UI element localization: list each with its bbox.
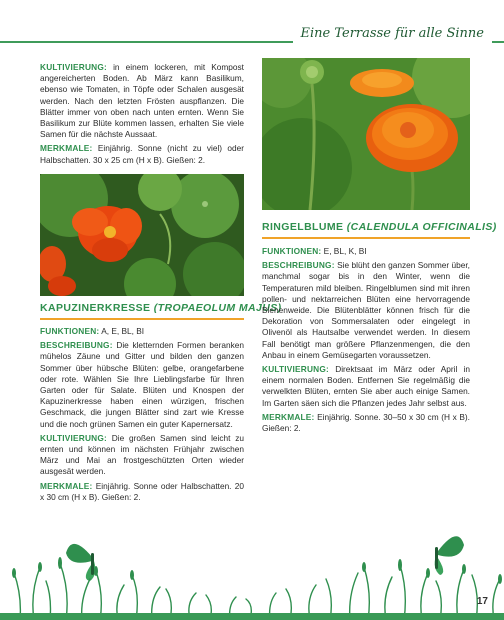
calendula-kultivierung: [262, 364, 470, 409]
nasturtium-kultivierung-label: KULTIVIERUNG:: [40, 432, 107, 443]
calendula-beschreibung-label: BESCHREIBUNG:: [262, 260, 335, 271]
basil-kultivierung-text: in einem lockeren, mit Kompost angereicherten Boden. Ab März kann Basilikum, ebenso wie Tomaten, in Töpfe oder Schalen ausgesät werden. Nach den letzten Frösten auspflanzen. Die Blätter immer von oben nach unten ernten. Wenn Sie Basilikum zur Blüte kommen lassen, erhalten Sie viele Samen für die nächste Aussaat.: [40, 62, 244, 140]
nasturtium-merkmale: [40, 481, 244, 503]
calendula-merkmale-label: MERKMALE:: [262, 411, 315, 422]
calendula-kultivierung-text: Direktsaat im März oder April in einem normalen Boden. Entfernen Sie regelmäßig die verwelkten Blüten, ernten Sie aber auch einige Samen. Im Garten säen sich die Pflanzen jedes Jahr selbst aus.: [262, 364, 470, 408]
calendula-funktionen-text: E, BL, K, BI: [321, 246, 367, 256]
calendula-merkmale: [262, 412, 470, 434]
nasturtium-beschreibung: [40, 340, 244, 430]
nasturtium-merkmale-label: MERKMALE:: [40, 480, 93, 491]
calendula-title-latin: (CALENDULA OFFICINALIS): [346, 221, 497, 233]
page-number: 17: [476, 596, 488, 607]
header-title: Eine Terrasse für alle Sinne: [293, 24, 492, 44]
nasturtium-funktionen: [40, 326, 244, 337]
nasturtium-section: [40, 326, 244, 506]
nasturtium-photo: [40, 174, 244, 296]
nasturtium-title-common: KAPUZINERKRESSE: [40, 302, 154, 314]
nasturtium-title-latin: (TROPAEOLUM MAJUS): [153, 302, 282, 314]
basil-kultivierung-label: KULTIVIERUNG:: [40, 62, 107, 72]
basil-kultivierung: [40, 62, 244, 140]
grass-illustration: [0, 515, 504, 620]
nasturtium-funktionen-label: FUNKTIONEN:: [40, 326, 100, 336]
basil-merkmale: [40, 143, 244, 165]
nasturtium-title-rule: [40, 318, 244, 320]
calendula-beschreibung: [262, 260, 470, 361]
nasturtium-beschreibung-label: BESCHREIBUNG:: [40, 340, 113, 351]
nasturtium-title: [40, 301, 282, 315]
butterfly-right-icon: [435, 536, 464, 575]
calendula-title-common: RINGELBLUME: [262, 221, 347, 233]
calendula-merkmale-text: Einjährig. Sonne. 30–50 x 30 cm (H x B). Gießen: 2.: [262, 411, 470, 434]
basil-merkmale-label: MERKMALE:: [40, 143, 93, 154]
calendula-kultivierung-label: KULTIVIERUNG:: [262, 364, 329, 375]
calendula-photo: [262, 58, 470, 210]
basil-section: [40, 62, 244, 169]
nasturtium-merkmale-text: Einjährig. Sonne oder Halbschatten. 20 x 30 cm (H x B). Gießen: 2.: [40, 480, 244, 502]
running-header: [0, 24, 504, 46]
nasturtium-kultivierung: [40, 433, 244, 478]
calendula-title: [262, 220, 497, 234]
nasturtium-beschreibung-text: Die kletternden Formen beranken mühelos Zäune und Gitter und bilden den ganzen Sommer über hübsche Blüten: gelbe, orangefarbene oder rote. Wählen Sie Ihre Lieblingsfarbe für Ihren Garten oder für Salate. Blüten und Knospen der Kapuzinerkresse haben einen würzigen, frischen Geschmack, die jungen Blätter sind zart wie Kresse und die noch grünen Samen ein guter Kapernersatz.: [40, 340, 244, 429]
nasturtium-kultivierung-text: Die großen Samen sind leicht zu ernten und können im nächsten Frühjahr zwischen März und Mai an frostgeschützten Orten wieder ausgesät werden.: [40, 432, 244, 477]
calendula-beschreibung-text: Sie blüht den ganzen Sommer über, manchmal sogar bis in den Winter, wenn die Temperaturen mild bleiben. Ringelblumen sind mit ihren pollen- und nektarreichen Blüten eine hervorragende Bienenweide. Die Blütenblätter können frisch für die Dekoration von Sommersalaten oder eingelegt in Olivenöl als Hautsalbe verwendet werden. In diesem Fall benötigt man größere Pflanzenmengen, die den Anbau in einem Gemüsegarten voraussetzen.: [262, 260, 470, 360]
basil-merkmale-text: Einjährig. Sonne (nicht zu viel) oder Halbschatten. 30 x 25 cm (H x B). Gießen: 2.: [40, 143, 244, 165]
butterfly-left-icon: [66, 544, 95, 581]
calendula-funktionen-label: FUNKTIONEN:: [262, 246, 322, 256]
calendula-section: [262, 246, 470, 437]
nasturtium-funktionen-text: A, E, BL, BI: [99, 326, 145, 336]
calendula-title-rule: [262, 237, 470, 239]
calendula-funktionen: [262, 246, 470, 257]
